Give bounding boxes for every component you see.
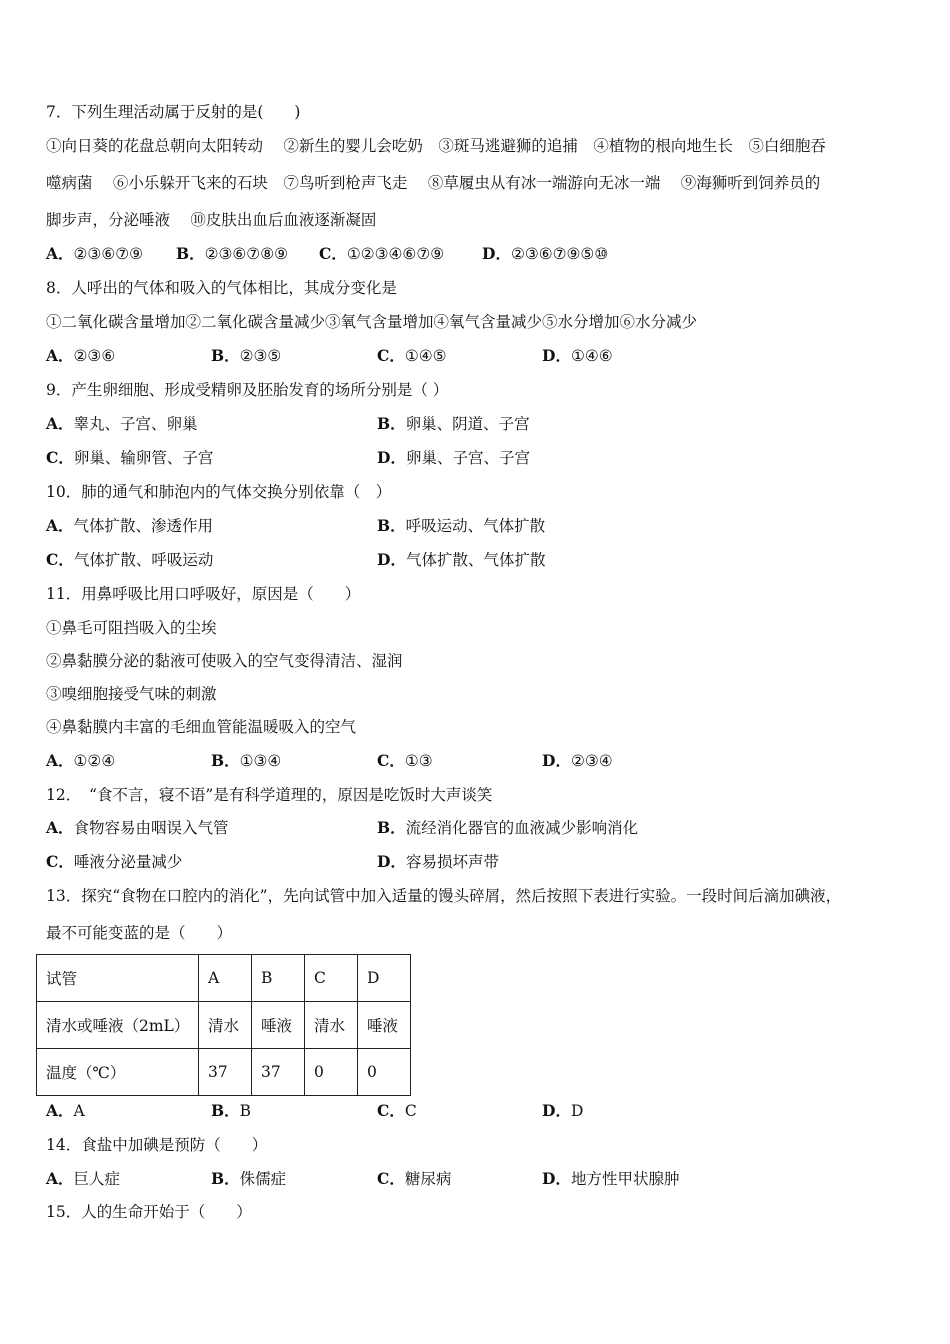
question-10-option-b: B．呼吸运动、气体扩散 bbox=[377, 516, 546, 535]
question-12-option-c: C．唾液分泌量减少 bbox=[46, 852, 183, 871]
question-11-item-1: ①鼻毛可阻挡吸入的尘埃 bbox=[46, 619, 217, 637]
question-7-option-a: A．②③⑥⑦⑨ bbox=[46, 244, 144, 263]
question-15-stem: 15．人的生命开始于（ ） bbox=[46, 1203, 252, 1221]
table-cell: 温度（℃） bbox=[37, 1049, 199, 1096]
question-13-option-b: B．B bbox=[211, 1101, 251, 1120]
question-8-text-line-1: ①二氧化碳含量增加②二氧化碳含量减少③氧气含量增加④氧气含量减少⑤水分增加⑥水分减少 bbox=[46, 313, 698, 331]
question-8-option-c: C．①④⑤ bbox=[377, 346, 447, 365]
question-13-stem-line-2: 最不可能变蓝的是（ ） bbox=[46, 924, 233, 942]
table-cell: 37 bbox=[199, 1049, 252, 1096]
question-11-item-2: ②鼻黏膜分泌的黏液可使吸入的空气变得清洁、湿润 bbox=[46, 652, 403, 670]
question-11-item-4: ④鼻黏膜内丰富的毛细血管能温暖吸入的空气 bbox=[46, 718, 357, 736]
question-11-option-a: A．①②④ bbox=[46, 751, 116, 770]
table-cell: 37 bbox=[252, 1049, 305, 1096]
question-10-stem: 10．肺的通气和肺泡内的气体交换分别依靠（ ） bbox=[46, 483, 392, 501]
question-12-option-a: A．食物容易由咽误入气管 bbox=[46, 818, 229, 837]
question-14-stem: 14．食盐中加碘是预防（ ） bbox=[46, 1136, 268, 1154]
table-cell: 唾液 bbox=[358, 1002, 411, 1049]
question-8-option-a: A．②③⑥ bbox=[46, 346, 116, 365]
experiment-table bbox=[36, 954, 411, 1096]
question-11-stem: 11．用鼻呼吸比用口呼吸好，原因是（ ） bbox=[46, 585, 361, 603]
table-cell: A bbox=[199, 955, 252, 1002]
question-9-option-a: A．睾丸、子宫、卵巢 bbox=[46, 414, 198, 433]
question-9-option-b: B．卵巢、阴道、子宫 bbox=[377, 414, 530, 433]
question-8-option-d: D．①④⑥ bbox=[542, 346, 613, 365]
question-9-option-d: D．卵巢、子宫、子宫 bbox=[377, 448, 530, 467]
table-cell: 0 bbox=[358, 1049, 411, 1096]
table-row bbox=[37, 1002, 411, 1049]
table-cell: 清水 bbox=[199, 1002, 252, 1049]
table-cell: B bbox=[252, 955, 305, 1002]
question-10-option-d: D．气体扩散、气体扩散 bbox=[377, 550, 546, 569]
table-cell: 唾液 bbox=[252, 1002, 305, 1049]
table-cell: C bbox=[305, 955, 358, 1002]
question-10-option-c: C．气体扩散、呼吸运动 bbox=[46, 550, 214, 569]
question-11-option-b: B．①③④ bbox=[211, 751, 282, 770]
question-12-option-b: B．流经消化器官的血液减少影响消化 bbox=[377, 818, 639, 837]
question-7-option-c: C．①②③④⑥⑦⑨ bbox=[319, 244, 445, 263]
question-14-option-d: D．地方性甲状腺肿 bbox=[542, 1169, 680, 1188]
question-12-stem: 12． “食不言，寝不语”是有科学道理的，原因是吃饭时大声谈笑 bbox=[46, 786, 493, 804]
question-7-option-b: B．②③⑥⑦⑧⑨ bbox=[176, 244, 288, 263]
question-12-option-d: D．容易损坏声带 bbox=[377, 852, 499, 871]
question-13-option-a: A．A bbox=[46, 1101, 85, 1120]
table-row bbox=[37, 1049, 411, 1096]
question-13-option-c: C．C bbox=[377, 1101, 417, 1120]
question-8-stem: 8．人呼出的气体和吸入的气体相比，其成分变化是 bbox=[46, 279, 397, 297]
table-cell: 清水或唾液（2mL） bbox=[37, 1002, 199, 1049]
question-8-option-b: B．②③⑤ bbox=[211, 346, 282, 365]
question-14-option-c: C．糖尿病 bbox=[377, 1169, 452, 1188]
question-13-stem-line-1: 13．探究“食物在口腔内的消化”，先向试管中加入适量的馒头碎屑，然后按照下表进行实验。一段时间后滴加碘液， bbox=[46, 887, 842, 905]
table-cell: 0 bbox=[305, 1049, 358, 1096]
table-cell: 试管 bbox=[37, 955, 199, 1002]
table-row bbox=[37, 955, 411, 1002]
question-13-option-d: D．D bbox=[542, 1101, 584, 1120]
table-cell: 清水 bbox=[305, 1002, 358, 1049]
question-11-option-d: D．②③④ bbox=[542, 751, 613, 770]
question-14-option-b: B．侏儒症 bbox=[211, 1169, 287, 1188]
question-7-stem: 7．下列生理活动属于反射的是( ) bbox=[46, 103, 301, 121]
question-7-text-line-3: 脚步声，分泌唾液 ⑩皮肤出血后血液逐渐凝固 bbox=[46, 211, 377, 229]
question-9-option-c: C．卵巢、输卵管、子宫 bbox=[46, 448, 214, 467]
question-7-text-line-1: ①向日葵的花盘总朝向太阳转动 ②新生的婴儿会吃奶 ③斑马逃避狮的追捕 ④植物的根向地生长 ⑤白细胞吞 bbox=[46, 137, 826, 155]
question-11-option-c: C．①③ bbox=[377, 751, 433, 770]
question-14-option-a: A．巨人症 bbox=[46, 1169, 121, 1188]
question-7-text-line-2: 噬病菌 ⑥小乐躲开飞来的石块 ⑦鸟听到枪声飞走 ⑧草履虫从有冰一端游向无冰一端 ⑨海狮听到饲养员的 bbox=[46, 174, 821, 192]
question-7-option-d: D．②③⑥⑦⑨⑤⑩ bbox=[482, 244, 609, 263]
table-cell: D bbox=[358, 955, 411, 1002]
question-11-item-3: ③嗅细胞接受气味的刺激 bbox=[46, 685, 217, 703]
question-9-stem: 9．产生卵细胞、形成受精卵及胚胎发育的场所分别是（ ） bbox=[46, 381, 449, 399]
question-10-option-a: A．气体扩散、渗透作用 bbox=[46, 516, 214, 535]
